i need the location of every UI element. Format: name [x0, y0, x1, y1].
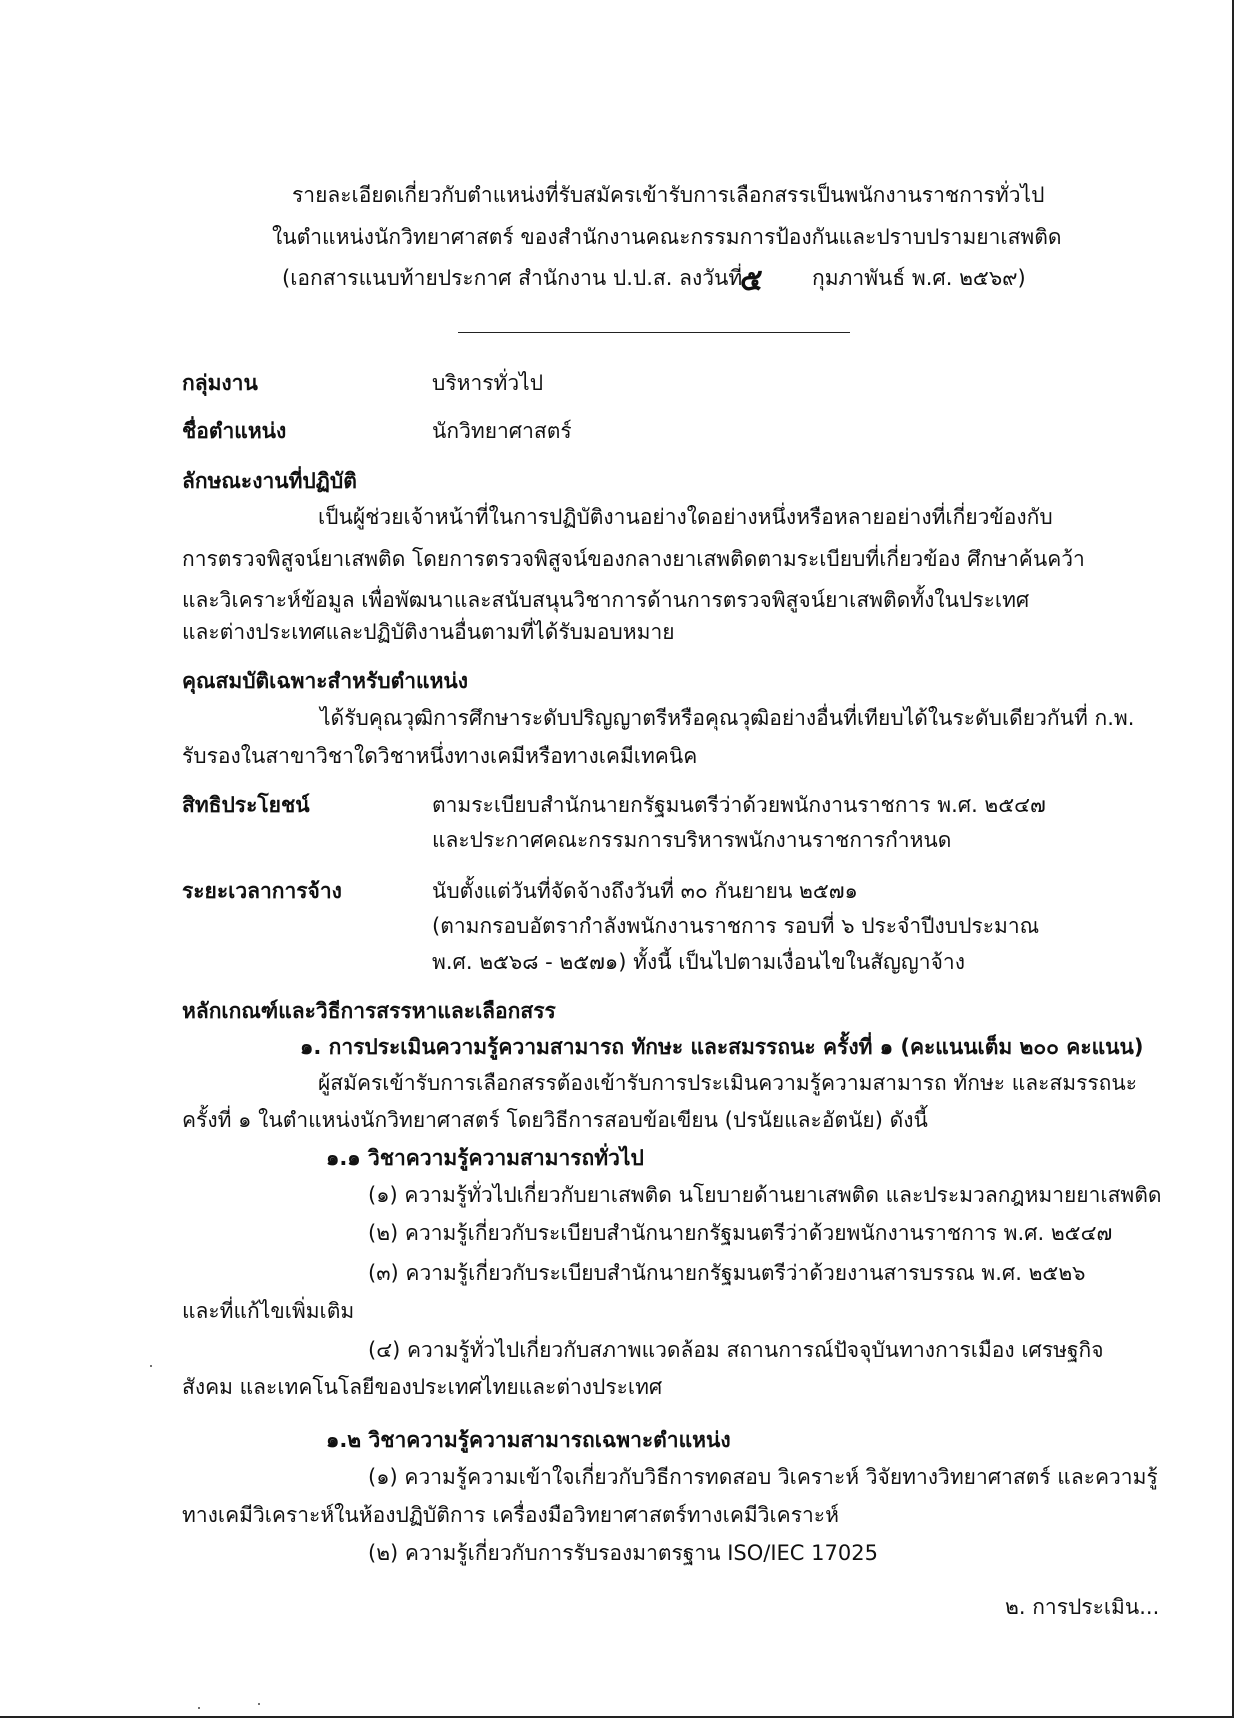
benefits-line: และประกาศคณะกรรมการบริหารพนักงานราชการกำหนด — [432, 828, 952, 852]
title-line-2: ในตำแหน่งนักวิทยาศาสตร์ ของสำนักงานคณะกรรมการป้องกันและปราบปรามยาเสพติด — [272, 225, 1062, 249]
employment-line: (ตามกรอบอัตรากำลังพนักงานราชการ รอบที่ ๖ ประจำปีงบประมาณ — [432, 914, 1040, 938]
duties-line: เป็นผู้ช่วยเจ้าหน้าที่ในการปฏิบัติงานอย่างใดอย่างหนึ่งหรือหลายอย่างที่เกี่ยวข้องกับ — [318, 505, 1053, 529]
title-line-1: รายละเอียดเกี่ยวกับตำแหน่งที่รับสมัครเข้ารับการเลือกสรรเป็นพนักงานราชการทั่วไป — [292, 183, 1045, 207]
position-value: นักวิทยาศาสตร์ — [432, 419, 572, 443]
group-value: บริหารทั่วไป — [432, 371, 544, 395]
subsection-1-1-item: (๔) ความรู้ทั่วไปเกี่ยวกับสภาพแวดล้อม สถานการณ์ปัจจุบันทางการเมือง เศรษฐกิจ — [368, 1338, 1104, 1362]
subsection-1-1-item: (๒) ความรู้เกี่ยวกับระเบียบสำนักนายกรัฐมนตรีว่าด้วยพนักงานราชการ พ.ศ. ๒๕๔๗ — [368, 1221, 1113, 1245]
subsection-1-2-item: ทางเคมีวิเคราะห์ในห้องปฏิบัติการ เครื่องมือวิทยาศาสตร์ทางเคมีวิเคราะห์ — [182, 1503, 839, 1527]
benefits-label: สิทธิประโยชน์ — [182, 793, 310, 817]
subsection-1-2-item: (๒) ความรู้เกี่ยวกับการรับรองมาตรฐาน ISO/IEC 17025 — [368, 1541, 878, 1565]
employment-line: นับตั้งแต่วันที่จัดจ้างถึงวันที่ ๓๐ กันยายน ๒๕๗๑ — [432, 879, 858, 903]
subsection-1-2-title: ๑.๒ วิชาความรู้ความสามารถเฉพาะตำแหน่ง — [326, 1428, 731, 1452]
section-1-intro: ครั้งที่ ๑ ในตำแหน่งนักวิทยาศาสตร์ โดยวิธีการสอบข้อเขียน (ปรนัยและอัตนัย) ดังนี้ — [182, 1108, 928, 1132]
section-1-intro: ผู้สมัครเข้ารับการเลือกสรรต้องเข้ารับการประเมินความรู้ความสามารถ ทักษะ และสมรรถนะ — [318, 1071, 1137, 1095]
title-line-3-suffix: กุมภาพันธ์ พ.ศ. ๒๕๖๙) — [812, 266, 1026, 290]
criteria-heading: หลักเกณฑ์และวิธีการสรรหาและเลือกสรร — [182, 999, 556, 1023]
duties-line: และวิเคราะห์ข้อมูล เพื่อพัฒนาและสนับสนุนวิชาการด้านการตรวจพิสูจน์ยาเสพติดทั้งในประเทศ — [182, 588, 1030, 612]
employment-line: พ.ศ. ๒๕๖๘ - ๒๕๗๑) ทั้งนี้ เป็นไปตามเงื่อนไขในสัญญาจ้าง — [432, 950, 965, 974]
duties-heading: ลักษณะงานที่ปฏิบัติ — [182, 469, 357, 493]
group-label: กลุ่มงาน — [182, 371, 258, 395]
page-continuation: ๒. การประเมิน... — [1005, 1595, 1160, 1619]
header-divider — [458, 332, 850, 333]
subsection-1-1-item: สังคม และเทคโนโลยีของประเทศไทยและต่างประเทศ — [182, 1375, 663, 1399]
duties-line: และต่างประเทศและปฏิบัติงานอื่นตามที่ได้รับมอบหมาย — [182, 620, 675, 644]
qualifications-line: รับรองในสาขาวิชาใดวิชาหนึ่งทางเคมีหรือทางเคมีเทคนิค — [182, 744, 698, 768]
subsection-1-1-title: ๑.๑ วิชาความรู้ความสามารถทั่วไป — [326, 1146, 644, 1170]
scan-speck — [150, 1365, 152, 1367]
qualifications-heading: คุณสมบัติเฉพาะสำหรับตำแหน่ง — [182, 669, 469, 693]
subsection-1-2-item: (๑) ความรู้ความเข้าใจเกี่ยวกับวิธีการทดสอบ วิเคราะห์ วิจัยทางวิทยาศาสตร์ และความรู้ — [368, 1465, 1158, 1489]
position-label: ชื่อตำแหน่ง — [182, 419, 287, 443]
title-line-3-prefix: (เอกสารแนบท้ายประกาศ สำนักงาน ป.ป.ส. ลงวันที่ — [282, 266, 743, 290]
subsection-1-1-item: (๑) ความรู้ทั่วไปเกี่ยวกับยาเสพติด นโยบายด้านยาเสพติด และประมวลกฎหมายยาเสพติด — [368, 1183, 1162, 1207]
benefits-line: ตามระเบียบสำนักนายกรัฐมนตรีว่าด้วยพนักงานราชการ พ.ศ. ๒๕๔๗ — [432, 793, 1046, 817]
subsection-1-1-item: (๓) ความรู้เกี่ยวกับระเบียบสำนักนายกรัฐมนตรีว่าด้วยงานสารบรรณ พ.ศ. ๒๕๒๖ — [368, 1261, 1086, 1285]
handwritten-day: ๕ — [740, 263, 763, 298]
scan-speck — [258, 1703, 260, 1705]
subsection-1-1-item: และที่แก้ไขเพิ่มเติม — [182, 1299, 355, 1323]
scan-speck — [198, 1707, 200, 1709]
qualifications-line: ได้รับคุณวุฒิการศึกษาระดับปริญญาตรีหรือคุณวุฒิอย่างอื่นที่เทียบได้ในระดับเดียวกันที่ ก.พ. — [320, 706, 1135, 730]
duties-line: การตรวจพิสูจน์ยาเสพติด โดยการตรวจพิสูจน์ของกลางยาเสพติดตามระเบียบที่เกี่ยวข้อง ศึกษาค้นคว้า — [182, 547, 1085, 571]
employment-label: ระยะเวลาการจ้าง — [182, 879, 342, 903]
section-1-title: ๑. การประเมินความรู้ความสามารถ ทักษะ และสมรรถนะ ครั้งที่ ๑ (คะแนนเต็ม ๒๐๐ คะแนน) — [300, 1035, 1144, 1059]
